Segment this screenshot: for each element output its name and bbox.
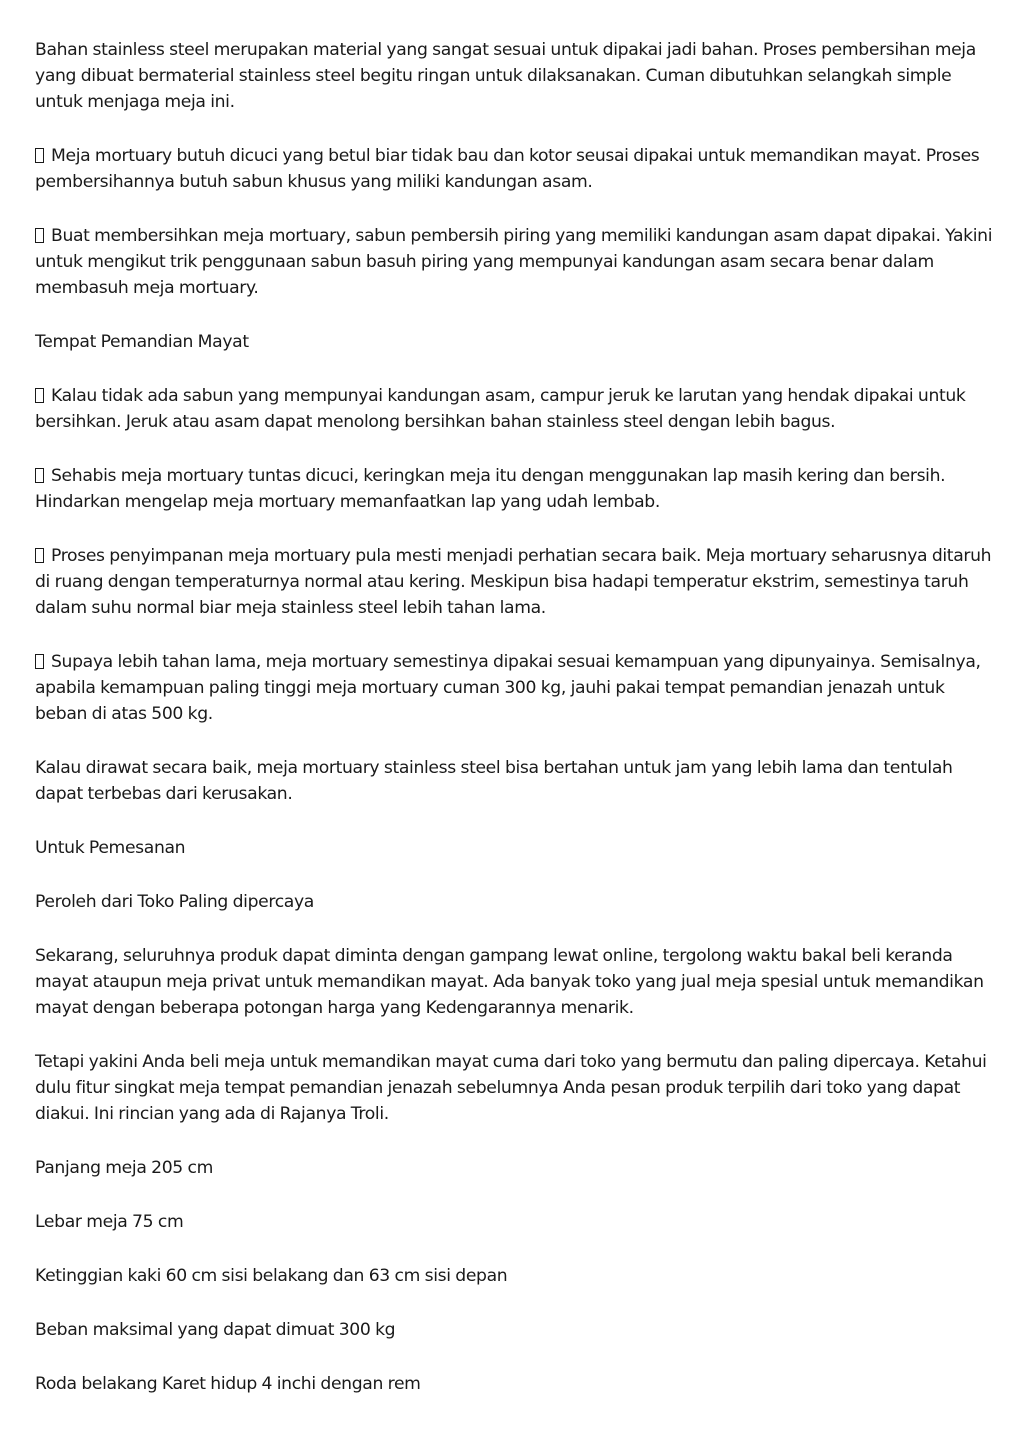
spec-leg-height: Ketinggian kaki 60 cm sisi belakang dan 63 cm sisi depan: [35, 1266, 508, 1286]
bullet-item-dish-soap: [35, 223, 993, 301]
paragraph-intro: Bahan stainless steel merupakan material yang sangat sesuai untuk dipakai jadi bahan. Proses pembersihan meja yang dibuat bermaterial stainless steel begitu ringan untuk dilaksanakan. Cuman dibutuhkan selangkah simple untuk menjaga meja ini.: [35, 40, 976, 112]
bullet-item-citrus: [35, 383, 993, 435]
missing-glyph-bullet-icon: [35, 228, 44, 243]
bullet-item-storage: [35, 543, 993, 621]
missing-glyph-bullet-icon: [35, 148, 44, 163]
bullet-item-capacity: [35, 649, 993, 727]
bullet-text: Sehabis meja mortuary tuntas dicuci, keringkan meja itu dengan menggunakan lap masih kering dan bersih. Hindarkan mengelap meja mortuary memanfaatkan lap yang udah lembab.: [35, 466, 946, 512]
bullet-text: Buat membersihkan meja mortuary, sabun pembersih piring yang memiliki kandungan asam dapat dipakai. Yakini untuk mengikut trik penggunaan sabun basuh piring yang mempunyai kandungan asam secara benar dalam membasuh meja mortuary.: [35, 226, 993, 298]
document-page: [35, 37, 993, 1425]
bullet-text: Meja mortuary butuh dicuci yang betul biar tidak bau dan kotor seusai dipakai untuk memandikan mayat. Proses pembersihannya butuh sabun khusus yang miliki kandungan asam.: [35, 146, 980, 192]
missing-glyph-bullet-icon: [35, 468, 44, 483]
spec-max-load: Beban maksimal yang dapat dimuat 300 kg: [35, 1320, 396, 1340]
heading-toko-dipercaya: Peroleh dari Toko Paling dipercaya: [35, 892, 314, 912]
bullet-item-washing: [35, 143, 993, 195]
spec-rear-wheel: Roda belakang Karet hidup 4 inchi dengan rem: [35, 1374, 421, 1394]
missing-glyph-bullet-icon: [35, 548, 44, 563]
bullet-text: Kalau tidak ada sabun yang mempunyai kandungan asam, campur jeruk ke larutan yang hendak dipakai untuk bersihkan. Jeruk atau asam dapat menolong bersihkan bahan stainless steel dengan lebih bagus.: [35, 386, 966, 432]
heading-tempat-pemandian: Tempat Pemandian Mayat: [35, 332, 249, 352]
heading-untuk-pemesanan: Untuk Pemesanan: [35, 838, 186, 858]
spec-width: Lebar meja 75 cm: [35, 1212, 184, 1232]
paragraph-maintenance-summary: Kalau dirawat secara baik, meja mortuary stainless steel bisa bertahan untuk jam yang lebih lama dan tentulah dapat terbebas dari kerusakan.: [35, 758, 953, 804]
spec-length: Panjang meja 205 cm: [35, 1158, 213, 1178]
bullet-text: Supaya lebih tahan lama, meja mortuary semestinya dipakai sesuai kemampuan yang dipunyainya. Semisalnya, apabila kemampuan paling tinggi meja mortuary cuman 300 kg, jauhi pakai tempat pemandian jenazah untuk beban di atas 500 kg.: [35, 652, 981, 724]
missing-glyph-bullet-icon: [35, 654, 44, 669]
paragraph-trusted-store: Tetapi yakini Anda beli meja untuk memandikan mayat cuma dari toko yang bermutu dan paling dipercaya. Ketahui dulu fitur singkat meja tempat pemandian jenazah sebelumnya Anda pesan produk terpilih dari toko yang dapat diakui. Ini rincian yang ada di Rajanya Troli.: [35, 1052, 987, 1124]
bullet-item-drying: [35, 463, 993, 515]
bullet-text: Proses penyimpanan meja mortuary pula mesti menjadi perhatian secara baik. Meja mortuary seharusnya ditaruh di ruang dengan temperaturnya normal atau kering. Meskipun bisa hadapi temperatur ekstrim, semestinya taruh dalam suhu normal biar meja stainless steel lebih tahan lama.: [35, 546, 992, 618]
missing-glyph-bullet-icon: [35, 388, 44, 403]
paragraph-online-order: Sekarang, seluruhnya produk dapat diminta dengan gampang lewat online, tergolong waktu bakal beli keranda mayat ataupun meja privat untuk memandikan mayat. Ada banyak toko yang jual meja spesial untuk memandikan mayat dengan beberapa potongan harga yang Kedengarannya menarik.: [35, 946, 984, 1018]
